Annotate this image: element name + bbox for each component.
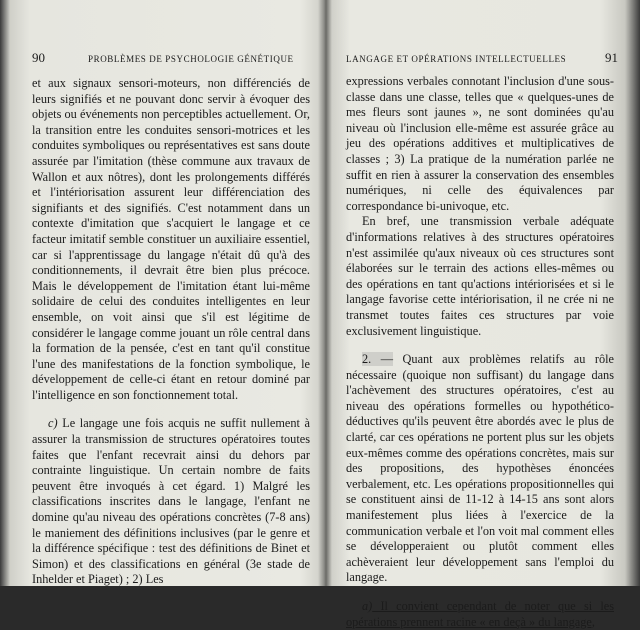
right-page-header	[336, 50, 618, 66]
left-page	[22, 0, 314, 586]
right-paragraph-3-label: 2. —	[362, 352, 394, 367]
right-page	[336, 0, 618, 629]
left-paragraph-2-text: Le langage une fois acquis ne suffit nullement à assurer la transmission de structures opératoires toutes faites que l'enfant recevrait ainsi du dehors par contrainte linguistique. Un certain nombre de faits peuvent être invoqués à cet égard. 1) Malgré les classifications inscrites dans le langage, l'enfant ne domine qu'au niveau des opérations concrètes (7-8 ans) le maniement des définitions inclusives (par le genre et la différence spécifique : test des définitions de Binet et Simon) et des classifications en général (3e stade de Inhelder et Piaget) ; 2) Les	[32, 416, 310, 587]
right-paragraph-4-label: a)	[362, 599, 373, 613]
right-page-number: 91	[605, 50, 618, 65]
right-paragraph-3-text: Quant aux problèmes relatifs au rôle nécessaire (quoique non suffisant) du langage dans l'achèvement des structures opératoires, c'est au niveau des opérations formelles ou hypothético-déductives qu'ils peuvent être abordés avec le plus de clarté, car ces opérations ne portent plus sur les objets eux-mêmes comme des opérations concrètes, mais sur des propositions, des hypothèses énoncées verbalement, etc. Les opérations propositionnelles qui se constituent ainsi de 11-12 à 14-15 ans sont alors manifestement plus liées à l'exercice de la communication verbale et l'on voit mal comment elles se développeraient ou plutôt comment elles achèveraient leur développement sans l'emploi du langage.	[346, 352, 614, 585]
left-page-header	[22, 50, 314, 66]
right-paragraph-1: expressions verbales connotant l'inclusion d'une sous-classe dans une classe, telles que « quelques-unes de mes fleurs sont jaunes », ne sont dominées qu'au niveau où l'inclusion elle-même est assurée grâce au jeu des opérations additives et multiplicatives de classes ; 3) La pratique de la numération parlée ne suffit en rien à assurer la conservation des ensembles numériques, ni celle des équivalences par correspondance bi-univoque, etc.	[346, 74, 614, 213]
right-paragraph-4-text: Il convient cependant de noter que si les opérations prennent racine « en deçà » du langage,	[346, 599, 614, 629]
left-page-number: 90	[32, 50, 45, 65]
left-running-head: PROBLÈMES DE PSYCHOLOGIE GÉNÉTIQUE	[88, 54, 294, 64]
left-page-body	[22, 76, 314, 588]
right-paragraph-2: En bref, une transmission verbale adéquate d'informations relatives à des structures opératoires n'est assimilée qu'aux niveaux où ces structures sont élaborées sur le terrain des actions elles-mêmes ou des opérations en tant qu'actions intériorisées et si le langage favorise cette intériorisation, il ne crée ni ne transmet toutes faites ces structures par voie exclusivement linguistique.	[346, 214, 614, 338]
right-paragraph-3	[346, 352, 614, 586]
right-page-body	[336, 74, 618, 630]
left-paragraph-2-label: c)	[48, 416, 58, 431]
right-running-head: LANGAGE ET OPÉRATIONS INTELLECTUELLES	[346, 54, 567, 64]
left-paragraph-1: et aux signaux sensori-moteurs, non différenciés de leurs signifiés et ne pouvant donc servir à évoquer des objets ou événements non perceptibles actuellement. Or, la transition entre les conduites sensori-motrices et les conduites symboliques ou représentatives est sans doute assurée par l'imitation (thèse commune aux travaux de Wallon et aux nôtres), dont les prolongements différés et l'intériorisation assurent leur différenciation des signifiants et des signifiés. C'est notamment dans un contexte d'imitation que s'acquiert le langage et ce facteur imitatif semble constituer un auxiliaire essentiel, car si l'apprentissage du langage n'était dû qu'à des conditionnements, il devrait être bien plus précoce. Mais le développement de l'imitation étant lui-même solidaire de celui des conduites intelligentes en leur ensemble, on voit ainsi que s'il est légitime de considérer le langage comme jouant un rôle central dans la formation de la pensée, c'est en tant qu'il constitue l'une des manifestations de la fonction symbolique, le développement de celle-ci étant en retour dominé par l'intelligence en son fonctionnement total.	[32, 76, 310, 402]
left-paragraph-2	[32, 416, 310, 588]
right-paragraph-4	[346, 599, 614, 630]
